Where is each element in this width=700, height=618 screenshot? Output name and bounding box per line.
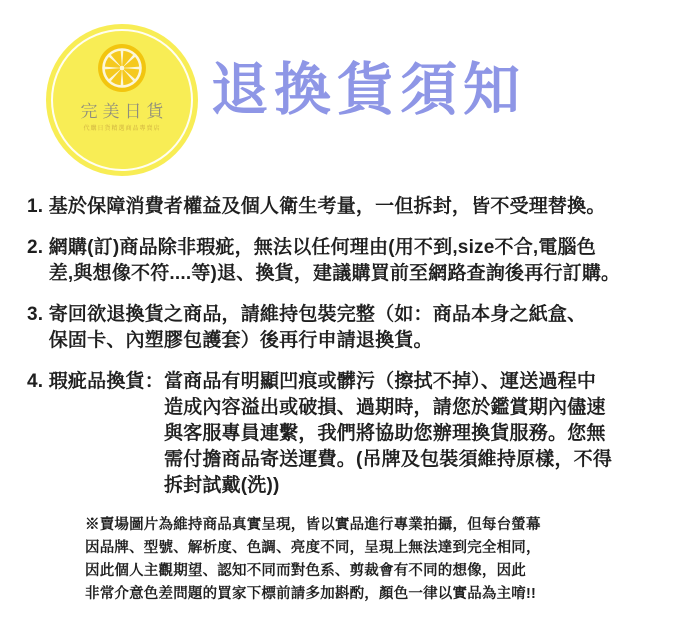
item-line: 基於保障消費者權益及個人衛生考量，一但拆封，皆不受理替換。 — [48, 196, 606, 217]
color-disclaimer-note — [85, 514, 682, 606]
item-line: 差,與想像不符....等)退、換貨，建議購買前至網路查詢後再行訂購。 — [48, 263, 621, 284]
item-line: 保固卡、內塑膠包護套）後再行申請退換貨。 — [48, 330, 433, 351]
item-line: 當商品有明顯凹痕或髒污（擦拭不掉）、運送過程中 — [163, 371, 597, 392]
header — [0, 0, 700, 182]
policy-item-2 — [27, 235, 682, 287]
note-line: ※賣場圖片為維持商品真實呈現，皆以實品進行專業拍攝，但每台螢幕 — [85, 517, 541, 533]
page-title: 退換貨須知 — [211, 58, 526, 122]
logo-tagline: 代購日貨精選商品專賣店 — [83, 126, 161, 132]
item-line: 寄回欲退換貨之商品，請維持包裝完整（如：商品本身之紙盒、 — [48, 304, 587, 325]
item-number: 3. — [27, 304, 49, 325]
shop-logo — [46, 24, 198, 176]
item-number: 1. — [27, 196, 49, 217]
policy-item-1 — [27, 194, 682, 220]
item-line: 造成內容溢出或破損、過期時，請您於鑑賞期內儘速 — [163, 397, 606, 418]
note-line: 非常介意色差問題的買家下標前請多加斟酌，顏色一律以實品為主唷!! — [85, 586, 537, 602]
item-line: 與客服專員連繫，我們將協助您辦理換貨服務。您無 — [163, 423, 606, 444]
item-line: 需付擔商品寄送運費。(吊牌及包裝須維持原樣，不得 — [163, 449, 613, 470]
lemon-slice-icon — [97, 43, 147, 93]
policy-item-4 — [27, 369, 682, 499]
logo-shop-name: 完美日貨 — [80, 102, 169, 122]
item-text — [49, 302, 682, 354]
item-line: 拆封試戴(洗)) — [163, 475, 280, 496]
note-line: 因品牌、型號、解析度、色調、亮度不同，呈現上無法達到完全相同， — [85, 540, 541, 556]
item-line: 網購(訂)商品除非瑕疵，無法以任何理由(用不到,size不合,電腦色 — [48, 237, 596, 258]
item-text — [49, 235, 682, 287]
item-text — [164, 369, 682, 499]
item-number: 2. — [27, 237, 49, 258]
item-text — [49, 194, 682, 220]
policy-item-3 — [27, 302, 682, 354]
policy-list — [0, 182, 700, 606]
note-line: 因此個人主觀期望、認知不同而對色系、剪裁會有不同的想像，因此 — [85, 563, 526, 579]
item-number-and-label: 4. 瑕疵品換貨： — [27, 371, 164, 392]
